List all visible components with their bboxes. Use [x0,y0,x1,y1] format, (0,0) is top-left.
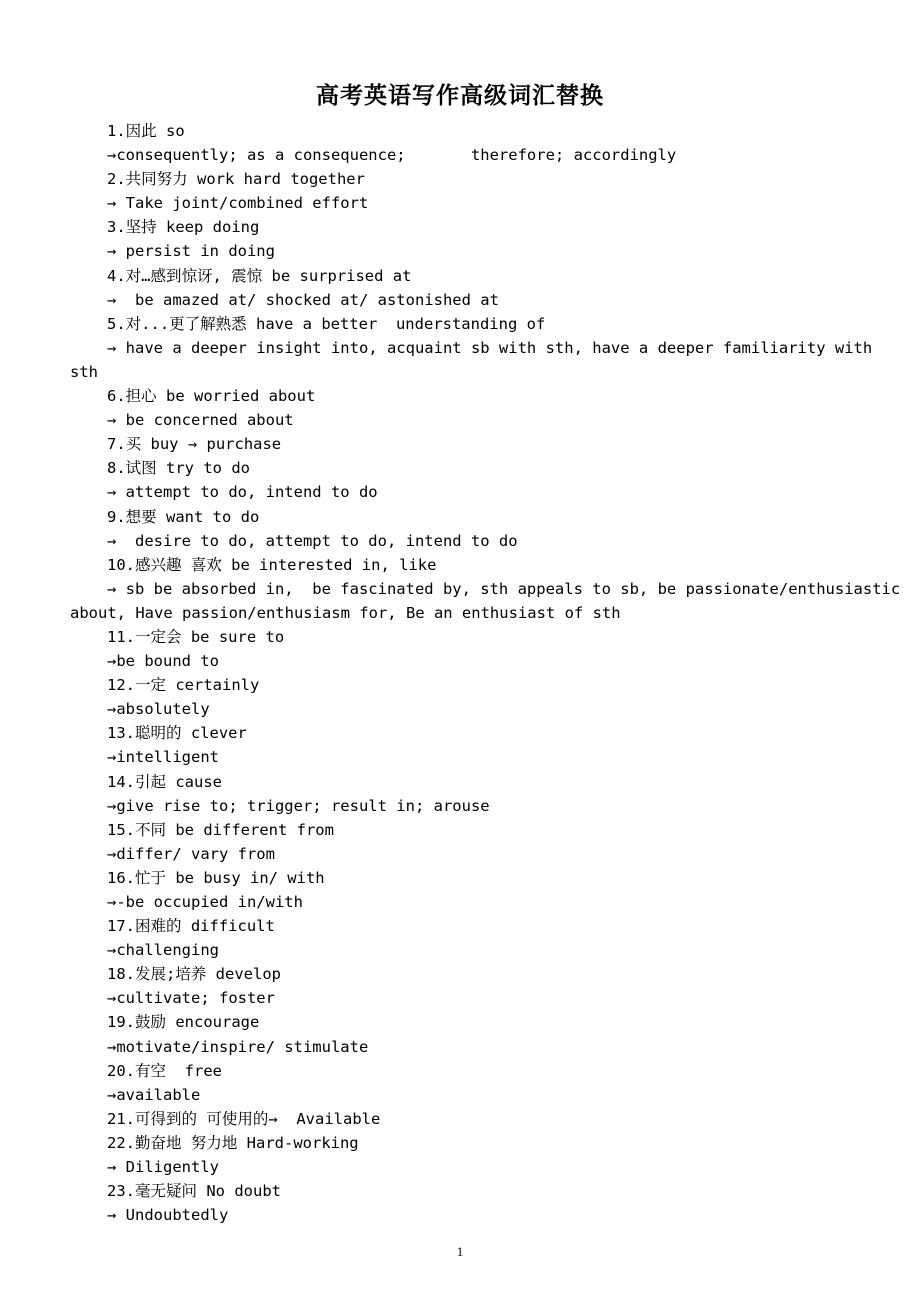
text-line: 19.鼓励 encourage [107,1013,260,1032]
text-line: about, Have passion/enthusiasm for, Be an enthusiast of sth [70,603,621,622]
text-line: 17.困难的 difficult [107,917,275,936]
text-line: 14.引起 cause [107,772,222,791]
text-line: → persist in doing [107,242,275,261]
text-line: 13.聪明的 clever [107,724,247,743]
vocabulary-list [70,119,910,1227]
text-line: → be concerned about [107,411,294,430]
text-line: sth [70,362,98,381]
text-line: → attempt to do, intend to do [107,483,378,502]
text-line: 3.坚持 keep doing [107,218,260,237]
text-line: 18.发展;培养 develop [107,965,281,984]
text-line: → Undoubtedly [107,1206,229,1225]
text-line: 22.勤奋地 努力地 Hard-working [107,1133,359,1152]
text-line: →give rise to; trigger; result in; arouse [107,796,490,815]
text-line: 2.共同努力 work hard together [107,170,365,189]
text-line: 9.想要 want to do [107,507,260,526]
text-line: 5.对...更了解熟悉 have a better understanding of [107,314,546,333]
text-line: →differ/ vary from [107,844,275,863]
text-line: →motivate/inspire/ stimulate [107,1037,369,1056]
text-line: →challenging [107,941,219,960]
text-line: →be bound to [107,652,219,671]
text-line: →cultivate; foster [107,989,275,1008]
text-line: 10.感兴趣 喜欢 be interested in, like [107,555,437,574]
text-line: →consequently; as a consequence; therefore; accordingly [107,146,677,165]
text-line: →available [107,1085,201,1104]
text-line: 15.不同 be different from [107,820,334,839]
text-line: → sb be absorbed in, be fascinated by, sth appeals to sb, be passionate/enthusiastic [107,579,901,598]
text-line: 6.担心 be worried about [107,387,316,406]
text-line: 1.因此 so [107,122,185,140]
text-line: → Take joint/combined effort [107,194,369,213]
text-line: →-be occupied in/with [107,893,303,911]
text-line: 12.一定 certainly [107,676,260,695]
text-line: 16.忙于 be busy in/ with [107,868,325,887]
text-line: → be amazed at/ shocked at/ astonished at [107,290,499,309]
text-line: 23.毫无疑问 No doubt [107,1182,281,1201]
page-title: 高考英语写作高级词汇替换 [316,83,604,109]
text-line: 8.试图 try to do [107,459,250,478]
text-line: 20.有空 free [107,1061,222,1080]
text-line: 4.对…感到惊讶, 震惊 be surprised at [107,266,412,285]
text-line: 7.买 buy → purchase [107,435,282,454]
text-line: →absolutely [107,700,210,719]
page-number: 1 [456,1244,464,1259]
text-line: → desire to do, attempt to do, intend to do [107,531,518,550]
text-line: 21.可得到的 可使用的→ Available [107,1109,381,1128]
text-line: →intelligent [107,748,219,767]
text-line: → Diligently [107,1158,219,1177]
text-line: → have a deeper insight into, acquaint sb with sth, have a deeper familiarity with [107,338,873,357]
text-line: 11.一定会 be sure to [107,627,285,646]
